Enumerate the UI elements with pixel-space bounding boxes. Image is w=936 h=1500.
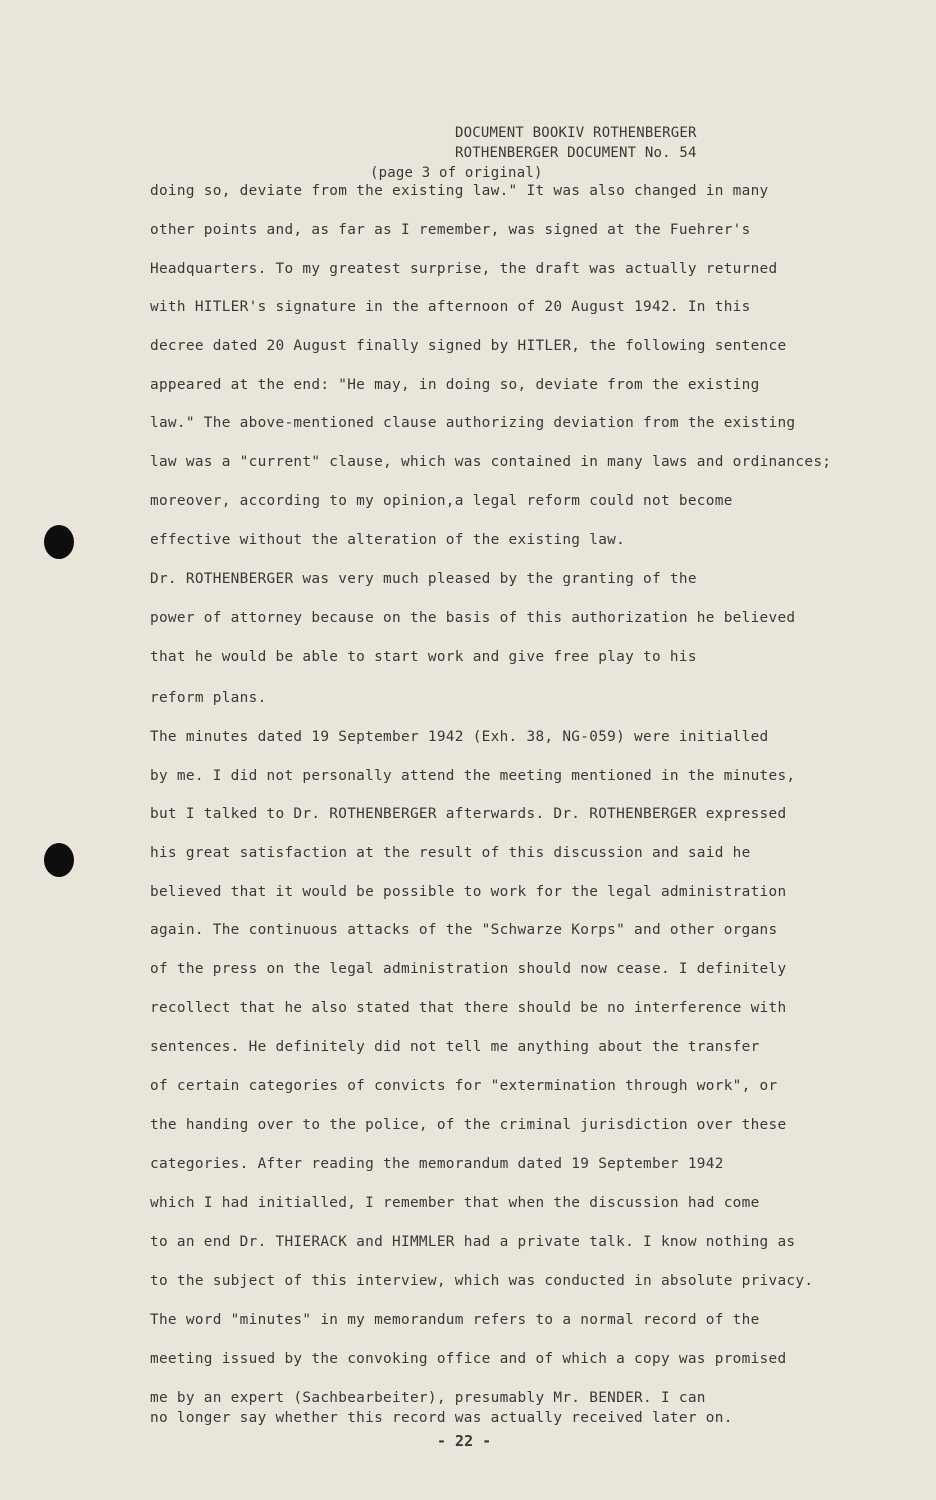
document-header-line: ROTHENBERGER DOCUMENT No. 54: [455, 145, 697, 161]
body-text-line: effective without the alteration of the existing law.: [150, 532, 626, 548]
punch-hole: [44, 843, 74, 877]
body-text-line: that he would be able to start work and give free play to his: [150, 649, 697, 665]
body-text-line: again. The continuous attacks of the "Schwarze Korps" and other organs: [150, 922, 778, 938]
body-text-line: The word "minutes" in my memorandum refers to a normal record of the: [150, 1312, 760, 1328]
body-text-line: Dr. ROTHENBERGER was very much pleased by the granting of the: [150, 571, 697, 587]
body-text-line: of certain categories of convicts for "extermination through work", or: [150, 1078, 778, 1094]
body-text-line: of the press on the legal administration should now cease. I definitely: [150, 961, 787, 977]
body-text-line: sentences. He definitely did not tell me anything about the transfer: [150, 1039, 760, 1055]
document-header-line: DOCUMENT BOOKIV ROTHENBERGER: [455, 125, 697, 141]
body-text-line: by me. I did not personally attend the meeting mentioned in the minutes,: [150, 768, 796, 784]
body-text-line: moreover, according to my opinion,a legal reform could not become: [150, 493, 733, 509]
body-text-line: doing so, deviate from the existing law." It was also changed in many: [150, 183, 769, 199]
body-text-line: Headquarters. To my greatest surprise, the draft was actually returned: [150, 261, 778, 277]
body-text-line: recollect that he also stated that there should be no interference with: [150, 1000, 787, 1016]
body-text-line: decree dated 20 August finally signed by HITLER, the following sentence: [150, 338, 787, 354]
body-text-line: other points and, as far as I remember, was signed at the Fuehrer's: [150, 222, 751, 238]
body-text-line: The minutes dated 19 September 1942 (Exh. 38, NG-059) were initialled: [150, 729, 769, 745]
body-text-line: law was a "current" clause, which was contained in many laws and ordinances;: [150, 454, 832, 470]
body-text-line: me by an expert (Sachbearbeiter), presumably Mr. BENDER. I can: [150, 1390, 706, 1406]
body-text-line: categories. After reading the memorandum dated 19 September 1942: [150, 1156, 724, 1172]
body-text-line: the handing over to the police, of the criminal jurisdiction over these: [150, 1117, 787, 1133]
body-text-line: no longer say whether this record was actually received later on.: [150, 1410, 733, 1426]
body-text-line: with HITLER's signature in the afternoon of 20 August 1942. In this: [150, 299, 751, 315]
body-text-line: believed that it would be possible to work for the legal administration: [150, 884, 787, 900]
body-text-line: but I talked to Dr. ROTHENBERGER afterwards. Dr. ROTHENBERGER expressed: [150, 806, 787, 822]
body-text-line: power of attorney because on the basis of this authorization he believed: [150, 610, 796, 626]
body-text-line: reform plans.: [150, 690, 267, 706]
body-text-line: which I had initialled, I remember that when the discussion had come: [150, 1195, 760, 1211]
page-number: - 22 -: [437, 1432, 492, 1450]
body-text-line: meeting issued by the convoking office and of which a copy was promised: [150, 1351, 787, 1367]
body-text-line: appeared at the end: "He may, in doing so, deviate from the existing: [150, 377, 760, 393]
body-text-line: to an end Dr. THIERACK and HIMMLER had a private talk. I know nothing as: [150, 1234, 796, 1250]
body-text-line: his great satisfaction at the result of this discussion and said he: [150, 845, 751, 861]
page-reference: (page 3 of original): [370, 165, 543, 181]
body-text-line: law." The above-mentioned clause authorizing deviation from the existing: [150, 415, 796, 431]
punch-hole: [44, 525, 74, 559]
body-text-line: to the subject of this interview, which was conducted in absolute privacy.: [150, 1273, 814, 1289]
